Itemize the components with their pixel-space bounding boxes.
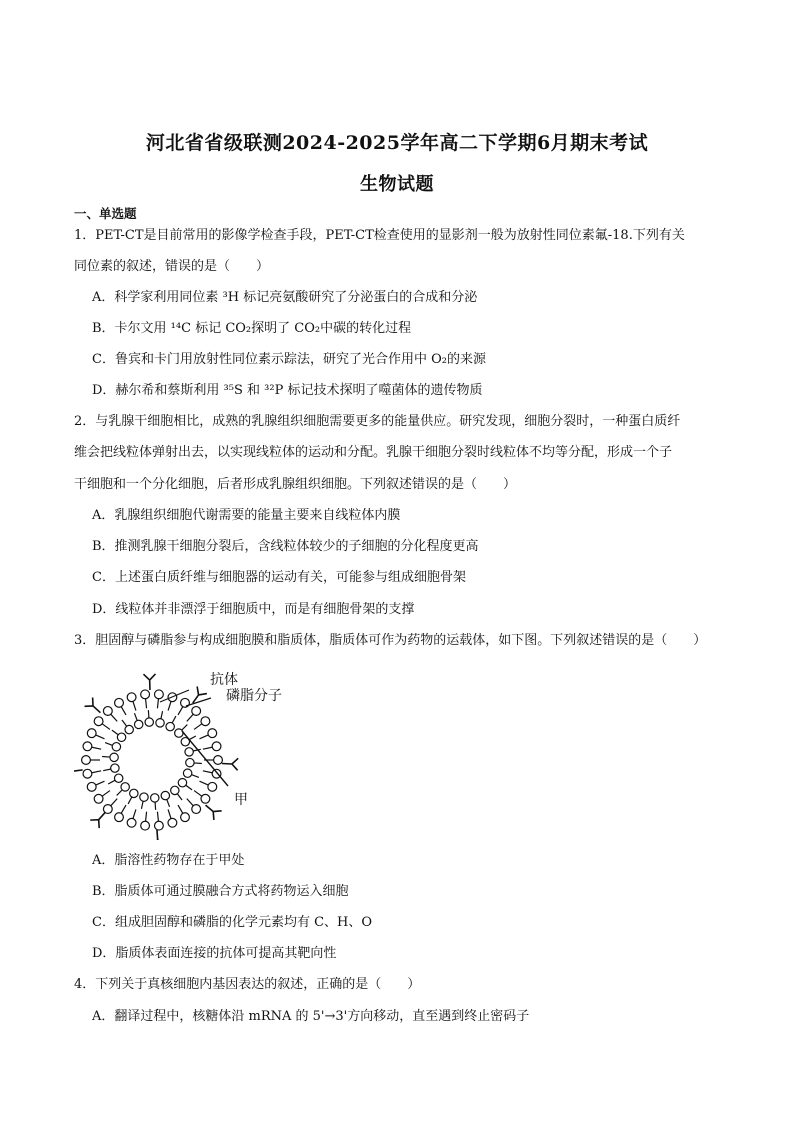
- lipid-head: [161, 791, 169, 799]
- lipid-tail: [178, 706, 183, 715]
- q2-option-c: C．上述蛋白质纤维与细胞器的运动有关，可能参与组成细胞骨架: [92, 570, 466, 585]
- q1-option-d: D．赫尔希和蔡斯利用 ³⁵S 和 ³²P 标记技术探明了噬菌体的遗传物质: [92, 383, 483, 398]
- antibody-y: [206, 805, 222, 820]
- antibody-y: [74, 766, 83, 778]
- q1-stem-line2: 同位素的叙述，错误的是（ ）: [74, 259, 270, 274]
- lipid-tail: [172, 716, 176, 723]
- lipid-head: [127, 693, 136, 702]
- lipid-head: [111, 764, 119, 772]
- lipid-head: [87, 729, 96, 738]
- q3-option-d: D．脂质体表面连接的抗体可提高其靶向性: [92, 946, 337, 961]
- lipid-head: [181, 813, 190, 822]
- lipid-head: [83, 769, 92, 778]
- lipid-tail: [148, 710, 149, 718]
- q1-option-c: C．鲁宾和卡门用放射性同位素示踪法，研究了光合作用中 O₂的来源: [92, 352, 486, 367]
- lipid-head: [178, 779, 186, 787]
- lipid-head: [127, 818, 136, 827]
- lipid-tail: [168, 701, 171, 711]
- lipid-head: [171, 786, 179, 794]
- lipid-tail: [200, 781, 209, 785]
- lipid-head: [208, 729, 217, 738]
- lipid-head: [151, 794, 159, 802]
- lipid-tail: [182, 725, 188, 731]
- lipid-tail: [186, 785, 192, 790]
- lipid-tail: [133, 701, 136, 711]
- antibody-y: [143, 674, 155, 690]
- q1-option-b: B．卡尔文用 ¹⁴C 标记 CO₂探明了 CO₂中碳的转化过程: [92, 321, 412, 336]
- lipid-tail: [161, 711, 163, 719]
- lipid-tail: [122, 720, 127, 726]
- lipid-tail: [133, 809, 136, 819]
- q2-option-d: D．线粒体并非漂浮于细胞质中，而是有细胞骨架的支撑: [92, 602, 415, 617]
- lipid-tail: [194, 724, 202, 730]
- q3-option-a: A．脂溶性药物存在于甲处: [92, 853, 245, 868]
- lipid-head: [134, 720, 142, 728]
- lipid-head: [154, 690, 163, 699]
- lipid-tail: [102, 724, 110, 730]
- q3-option-b: B．脂质体可通过膜融合方式将药物运入细胞: [92, 884, 349, 899]
- lipid-head: [115, 813, 124, 822]
- antibody-y: [222, 758, 238, 770]
- lipid-tail: [112, 730, 118, 735]
- lipid-tail: [105, 743, 112, 746]
- lipid-tail: [168, 809, 171, 819]
- lipid-head: [175, 729, 183, 737]
- lipid-head: [114, 774, 122, 782]
- lipid-tail: [121, 706, 126, 715]
- section-heading: 一、单选题: [74, 206, 137, 221]
- lipid-head: [208, 782, 217, 791]
- phospholipid-bilayer: [82, 690, 223, 830]
- lipid-head: [192, 707, 201, 716]
- lipid-head: [94, 794, 103, 803]
- lipid-head: [212, 742, 221, 751]
- antibody-markers: [74, 674, 238, 840]
- q2-stem-line3: 干细胞和一个分化细胞，后者形成乳腺组织细胞。下列叙述错误的是（ ）: [74, 477, 517, 492]
- lipid-head: [214, 756, 223, 765]
- lipid-tail: [102, 791, 110, 797]
- lipid-head: [94, 717, 103, 726]
- exam-subtitle: 生物试题: [360, 174, 434, 195]
- lipid-head: [168, 818, 177, 827]
- lipid-head: [186, 758, 194, 766]
- q4-option-a: A．翻译过程中，核糖体沿 mRNA 的 5'→3'方向移动，直至遇到终止密码子: [92, 1009, 530, 1024]
- lipid-head: [145, 718, 153, 726]
- lipid-tail: [187, 799, 194, 806]
- lipid-head: [141, 821, 150, 830]
- label-jia: 甲: [234, 792, 248, 808]
- lipid-tail: [203, 747, 213, 749]
- lipid-head: [87, 782, 96, 791]
- lipid-tail: [134, 713, 137, 720]
- lipid-head: [185, 748, 193, 756]
- lipid-head: [115, 698, 124, 707]
- q2-option-b: B．推测乳腺干细胞分裂后，含线粒体较少的子细胞的分化程度更高: [92, 539, 479, 554]
- lipid-tail: [194, 791, 202, 797]
- lipid-tail: [146, 812, 147, 822]
- lipid-tail: [111, 799, 118, 806]
- exam-title: 河北省省级联测2024-2025学年高二下学期6月期末考试: [145, 132, 649, 154]
- lipid-tail: [191, 775, 198, 778]
- lipid-tail: [91, 771, 101, 773]
- lipid-tail: [111, 714, 118, 721]
- lipid-tail: [155, 802, 156, 810]
- label-antibody: 抗体: [210, 672, 238, 688]
- lipid-head: [201, 717, 210, 726]
- lipid-tail: [146, 698, 147, 708]
- lipid-tail: [200, 735, 209, 739]
- lipid-head: [166, 722, 174, 730]
- lipid-tail: [102, 757, 110, 758]
- lipid-tail: [95, 735, 104, 739]
- lipid-tail: [167, 799, 170, 806]
- lipid-tail: [189, 736, 196, 740]
- label-phospholipid: 磷脂分子: [226, 688, 282, 704]
- q2-option-a: A．乳腺组织细胞代谢需要的能量主要来自线粒体内膜: [92, 508, 401, 523]
- lipid-head: [192, 805, 201, 814]
- lipid-tail: [203, 771, 213, 773]
- lipid-tail: [157, 698, 158, 708]
- q2-stem-line2: 维会把线粒体弹射出去，以实现线粒体的运动和分配。乳腺干细胞分裂时线粒体不均等分配，形成一个子: [74, 445, 673, 460]
- lipid-head: [82, 756, 91, 765]
- lipid-head: [110, 753, 118, 761]
- lipid-tail: [103, 769, 111, 771]
- antibody-y: [90, 812, 105, 828]
- lipid-tail: [194, 763, 202, 764]
- lipid-head: [141, 690, 150, 699]
- lipid-head: [183, 769, 191, 777]
- lipid-tail: [128, 797, 132, 804]
- lipid-tail: [95, 781, 104, 785]
- lipid-tail: [91, 747, 101, 749]
- q3-option-c: C．组成胆固醇和磷脂的化学元素均有 C、H、O: [92, 915, 373, 930]
- lipid-head: [83, 742, 92, 751]
- q4-stem-line1: 4．下列关于真核细胞内基因表达的叙述，正确的是（ ）: [74, 977, 421, 992]
- lipid-head: [154, 821, 163, 830]
- lipid-head: [117, 733, 125, 741]
- lipid-head: [121, 783, 129, 791]
- lipid-tail: [157, 812, 158, 822]
- q2-stem-line1: 2．与乳腺干细胞相比，成熟的乳腺组织细胞需要更多的能量供应。研究发现，细胞分裂时，一种蛋白质纤: [74, 414, 681, 429]
- antibody-y: [85, 697, 101, 712]
- lipid-tail: [108, 780, 115, 784]
- q3-stem-line1: 3．胆固醇与磷脂参与构成细胞膜和脂质体，脂质体可作为药物的运载体，如下图。下列叙述错误的是（ ）: [74, 633, 707, 648]
- lipid-head: [201, 794, 210, 803]
- lipid-tail: [121, 805, 126, 814]
- lipid-head: [140, 793, 148, 801]
- q1-option-a: A．科学家利用同位素 ³H 标记亮氨酸研究了分泌蛋白的合成和分泌: [92, 290, 478, 305]
- lipid-tail: [141, 801, 143, 809]
- lipid-tail: [178, 805, 183, 814]
- liposome-figure: [74, 668, 304, 840]
- lipid-head: [103, 707, 112, 716]
- lipid-head: [156, 719, 164, 727]
- lipid-head: [130, 789, 138, 797]
- q1-stem-line1: 1．PET-CT是目前常用的影像学检查手段，PET-CT检查使用的显影剂一般为放射性同位素氟-18.下列有关: [74, 228, 685, 243]
- lipid-tail: [177, 794, 182, 800]
- lipid-tail: [187, 714, 194, 721]
- lipid-tail: [117, 790, 123, 796]
- lipid-head: [112, 743, 120, 751]
- lipid-head: [125, 725, 133, 733]
- antibody-y: [152, 830, 164, 840]
